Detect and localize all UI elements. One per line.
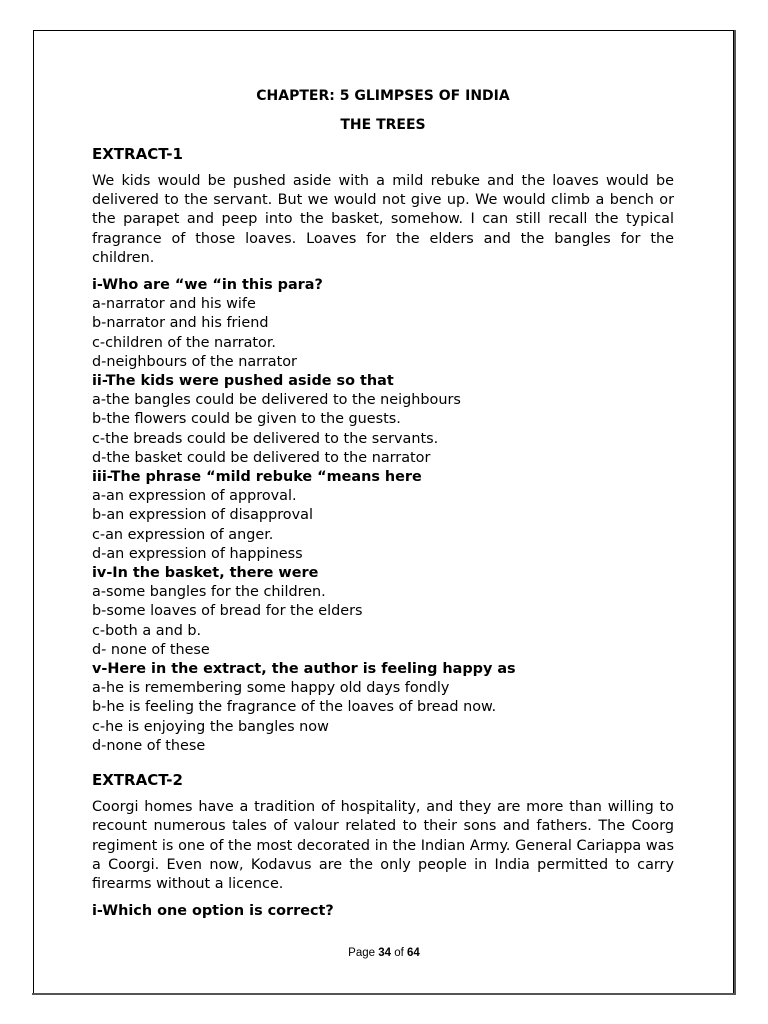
- extract-1-questions: [92, 276, 674, 756]
- option: c-children of the narrator.: [92, 334, 277, 351]
- option: d-an expression of happiness: [92, 545, 303, 562]
- page-border-shadow-right: [734, 30, 736, 995]
- page-content: [92, 86, 674, 921]
- page-total: 64: [407, 947, 420, 959]
- option: b-an expression of disapproval: [92, 507, 313, 524]
- page-of: of: [391, 947, 408, 959]
- chapter-title: CHAPTER: 5 GLIMPSES OF INDIA: [256, 88, 510, 104]
- extract-2-heading: EXTRACT-2: [92, 771, 183, 790]
- question-4: iv-In the basket, there were: [92, 565, 319, 582]
- option: d-none of these: [92, 737, 206, 754]
- question-2: ii-The kids were pushed aside so that: [92, 373, 394, 390]
- option: b-some loaves of bread for the elders: [92, 603, 363, 620]
- option: a-an expression of approval.: [92, 488, 297, 505]
- option: c-the breads could be delivered to the servants.: [92, 430, 439, 447]
- extract-1-heading: EXTRACT-1: [92, 145, 183, 163]
- option: b-the flowers could be given to the guests.: [92, 411, 401, 428]
- page-border-shadow-bottom: [32, 993, 736, 995]
- section-title: THE TREES: [340, 117, 426, 133]
- option: c-an expression of anger.: [92, 526, 274, 543]
- page-number: 34: [378, 947, 392, 959]
- option: a-narrator and his wife: [92, 296, 256, 313]
- extract-2-question-1: i-Which one option is correct?: [92, 903, 334, 920]
- option: a-some bangles for the children.: [92, 584, 326, 601]
- option: d-the basket could be delivered to the narrator: [92, 449, 431, 466]
- option: c-he is enjoying the bangles now: [92, 718, 329, 735]
- option: d-neighbours of the narrator: [92, 353, 297, 370]
- extract-2-passage: Coorgi homes have a tradition of hospitality, and they are more than willing to recount numerous tales of valour related to their sons and fathers. The Coorg regiment is one of the most decorated in the Indian Army. General Cariappa was a Coorgi. Even now, Kodavus are the only people in India permitted to carry firearms without a licence.: [92, 799, 674, 892]
- option: a-the bangles could be delivered to the neighbours: [92, 392, 461, 409]
- question-3: iii-The phrase “mild rebuke “means here: [92, 469, 422, 486]
- option: d- none of these: [92, 641, 210, 658]
- extract-1-passage: We kids would be pushed aside with a mild rebuke and the loaves would be delivered to the servant. But we would not give up. We would climb a bench or the parapet and peep into the basket, somehow. I can still recall the typical fragrance of those loaves. Loaves for the elders and the bangles for the children.: [92, 173, 674, 266]
- question-5: v-Here in the extract, the author is feeling happy as: [92, 661, 516, 678]
- question-1: i-Who are “we “in this para?: [92, 277, 323, 294]
- option: b-he is feeling the fragrance of the loaves of bread now.: [92, 699, 497, 716]
- page-prefix: Page: [348, 947, 379, 959]
- option: c-both a and b.: [92, 622, 202, 639]
- option: b-narrator and his friend: [92, 315, 269, 332]
- page-footer: [0, 947, 768, 959]
- option: a-he is remembering some happy old days fondly: [92, 680, 450, 697]
